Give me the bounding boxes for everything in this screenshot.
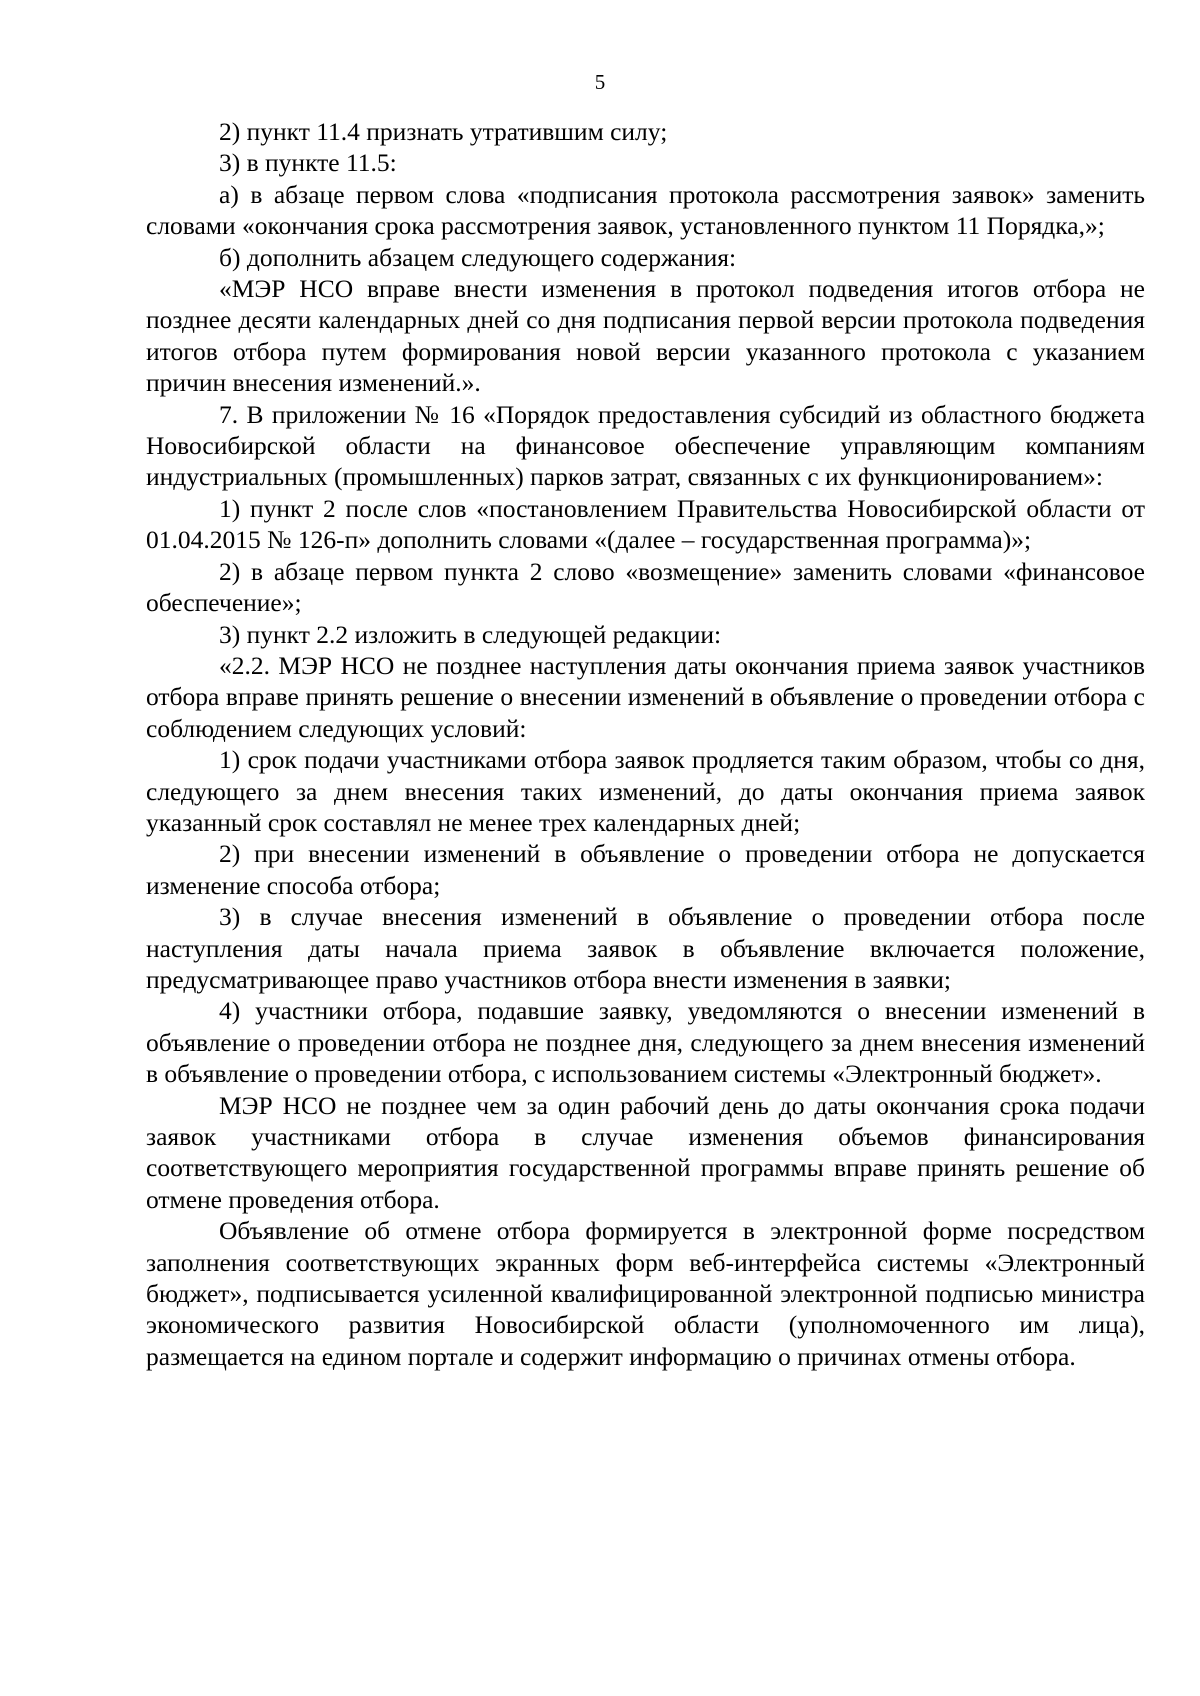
paragraph-point-2-replacement: 2) в абзаце первом пункта 2 слово «возмещение» заменить словами «финансовое обеспечение»; xyxy=(146,556,1145,618)
paragraph-subitem-b: б) дополнить абзацем следующего содержания: xyxy=(219,242,737,272)
paragraph-point-2-addition: 1) пункт 2 после слов «постановлением Правительства Новосибирской области от 01.04.2015 № 126-п» дополнить словами «(далее – государственная программа)»; xyxy=(146,493,1145,555)
paragraph-point-2-2-text: «2.2. МЭР НСО не позднее наступления даты окончания приема заявок участников отбора вправе принять решение о внесении изменений в объявление о проведении отбора с соблюдением следующих условий: xyxy=(146,650,1145,743)
paragraph-condition-1: 1) срок подачи участниками отбора заявок продляется таким образом, чтобы со дня, следующего за днем внесения таких изменений, до даты окончания приема заявок указанный срок составлял не менее трех календарных дней; xyxy=(146,745,1145,837)
page-number: 5 xyxy=(594,70,606,94)
paragraph-appendix-16: 7. В приложении № 16 «Порядок предоставления субсидий из областного бюджета Новосибирской области на финансовое обеспечение управляющим компаниям индустриальных (промышленных) парков затрат, связанных с их функционированием»: xyxy=(146,399,1145,492)
paragraph-condition-2: 2) при внесении изменений в объявление о проведении отбора не допускается изменение способа отбора; xyxy=(146,839,1145,900)
document-body xyxy=(146,116,1145,1372)
paragraph-cancellation: МЭР НСО не позднее чем за один рабочий день до даты окончания срока подачи заявок участниками отбора в случае изменения объемов финансирования соответствующего мероприятия государственной программы вправе принять решение об отмене проведения отбора. xyxy=(146,1090,1145,1214)
paragraph-point-2-2-edit: 3) пункт 2.2 изложить в следующей редакции: xyxy=(219,619,722,649)
paragraph-condition-3: 3) в случае внесения изменений в объявление о проведении отбора после наступления даты начала приема заявок в объявление включается положение, предусматривающее право участников отбора внести изменения в заявки; xyxy=(146,902,1145,994)
paragraph-cancellation-notice: Объявление об отмене отбора формируется в электронной форме посредством заполнения соответствующих экранных форм веб-интерфейса системы «Электронный бюджет», подписывается усиленной квалифицированной электронной подписью министра экономического развития Новосибирской области (уполномоченного им лица), размещается на едином портале и содержит информацию о причинах отмены отбора. xyxy=(146,1216,1145,1371)
paragraph-subitem-a: а) в абзаце первом слова «подписания протокола рассмотрения заявок» заменить словами «окончания срока рассмотрения заявок, установленного пунктом 11 Порядка,»; xyxy=(146,179,1145,241)
paragraph-item-11-4: 2) пункт 11.4 признать утратившим силу; xyxy=(219,117,668,146)
paragraph-quote-protocol: «МЭР НСО вправе внести изменения в протокол подведения итогов отбора не позднее десяти календарных дней со дня подписания первой версии протокола подведения итогов отбора путем формирования новой версии указанного протокола с указанием причин внесения изменений.». xyxy=(146,274,1145,398)
paragraph-condition-4: 4) участники отбора, подавшие заявку, уведомляются о внесении изменений в объявление о проведении отбора не позднее дня, следующего за днем внесения изменений в объявление о проведении отбора, с использованием системы «Электронный бюджет». xyxy=(146,996,1145,1089)
paragraph-item-11-5: 3) в пункте 11.5: xyxy=(219,148,397,178)
